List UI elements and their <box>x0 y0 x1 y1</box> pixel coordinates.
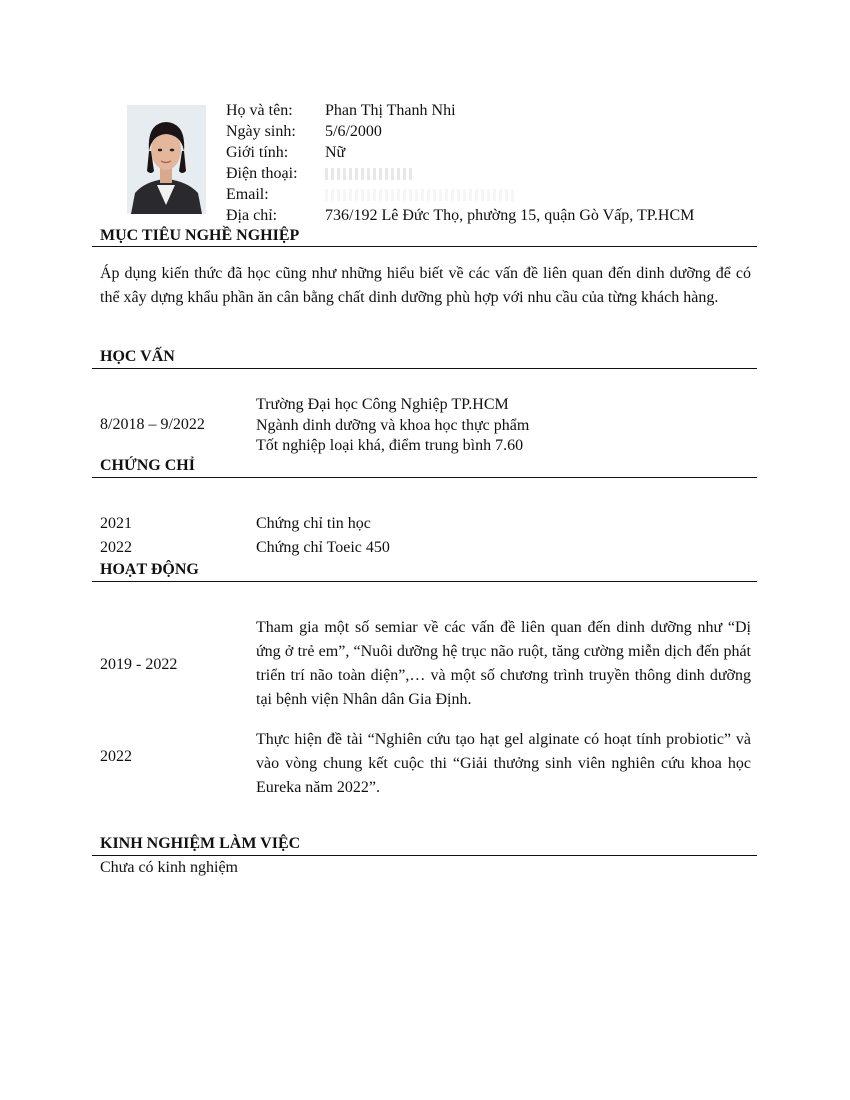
info-value: 5/6/2000 <box>325 123 382 140</box>
info-gender <box>226 142 345 163</box>
info-label: Họ và tên: <box>226 102 293 119</box>
objective-text: Áp dụng kiến thức đã học cũng như những hiểu biết về các vấn đề liên quan đến dinh dưỡng để có thể xây dựng khẩu phần ăn cân bằng chất dinh dưỡng phù hợp với nhu cầu của từng khách hàng. <box>100 265 751 306</box>
info-label: Giới tính: <box>226 144 289 161</box>
certificate-year: 2022 <box>100 539 132 556</box>
section-heading-experience: KINH NGHIỆM LÀM VIỆC <box>100 835 301 852</box>
section-divider <box>92 246 757 247</box>
info-phone <box>226 163 413 184</box>
education-school: Trường Đại học Công Nghiệp TP.HCM <box>256 396 509 413</box>
section-divider <box>92 855 757 856</box>
info-address <box>226 205 694 226</box>
portrait-image <box>127 105 206 214</box>
section-divider <box>92 477 757 478</box>
education-result: Tốt nghiệp loại khá, điểm trung bình 7.60 <box>256 437 524 454</box>
experience-text: Chưa có kinh nghiệm <box>100 859 238 876</box>
education-major: Ngành dinh dưỡng và khoa học thực phẩm <box>256 417 530 434</box>
section-heading-activities: HOẠT ĐỘNG <box>100 561 199 578</box>
section-heading-objective: MỤC TIÊU NGHỀ NGHIỆP <box>100 227 300 244</box>
info-value: Phan Thị Thanh Nhi <box>325 102 456 119</box>
activity-period: 2022 <box>100 748 132 765</box>
phone-redacted <box>325 168 413 180</box>
education-period: 8/2018 – 9/2022 <box>100 416 205 433</box>
activity-text: Tham gia một số semiar về các vấn đề liên quan đến dinh dưỡng như “Dị ứng ở trẻ em”, “Nuôi dưỡng hệ trục não ruột, tăng cường miễn dịch đến phát triển trí não toàn diện”,… và một số chương trình truyền thông dinh dưỡng tại bệnh viện Nhân dân Gia Định. <box>256 619 751 708</box>
info-value: Nữ <box>325 144 346 161</box>
info-email <box>226 184 515 205</box>
info-label: Điện thoại: <box>226 165 298 182</box>
info-label: Địa chỉ: <box>226 207 278 224</box>
section-divider <box>92 581 757 582</box>
info-birth-date <box>226 121 382 142</box>
info-label: Ngày sinh: <box>226 123 296 140</box>
section-heading-education: HỌC VẤN <box>100 348 175 365</box>
section-divider <box>92 368 757 369</box>
activity-period: 2019 - 2022 <box>100 656 178 673</box>
info-value: 736/192 Lê Đức Thọ, phường 15, quận Gò Vấp, TP.HCM <box>325 207 695 224</box>
certificate-name: Chứng chỉ Toeic 450 <box>256 539 390 556</box>
info-label: Email: <box>226 186 269 203</box>
activity-text: Thực hiện đề tài “Nghiên cứu tạo hạt gel alginate có hoạt tính probiotic” và vào vòng chung kết cuộc thi “Giải thưởng sinh viên nghiên cứu khoa học Eureka năm 2022”. <box>256 731 751 796</box>
section-heading-certificates: CHỨNG CHỈ <box>100 457 195 474</box>
certificate-year: 2021 <box>100 515 132 532</box>
email-redacted <box>325 189 515 201</box>
certificate-name: Chứng chỉ tin học <box>256 515 371 532</box>
info-full-name <box>226 100 456 121</box>
profile-photo <box>127 105 206 214</box>
